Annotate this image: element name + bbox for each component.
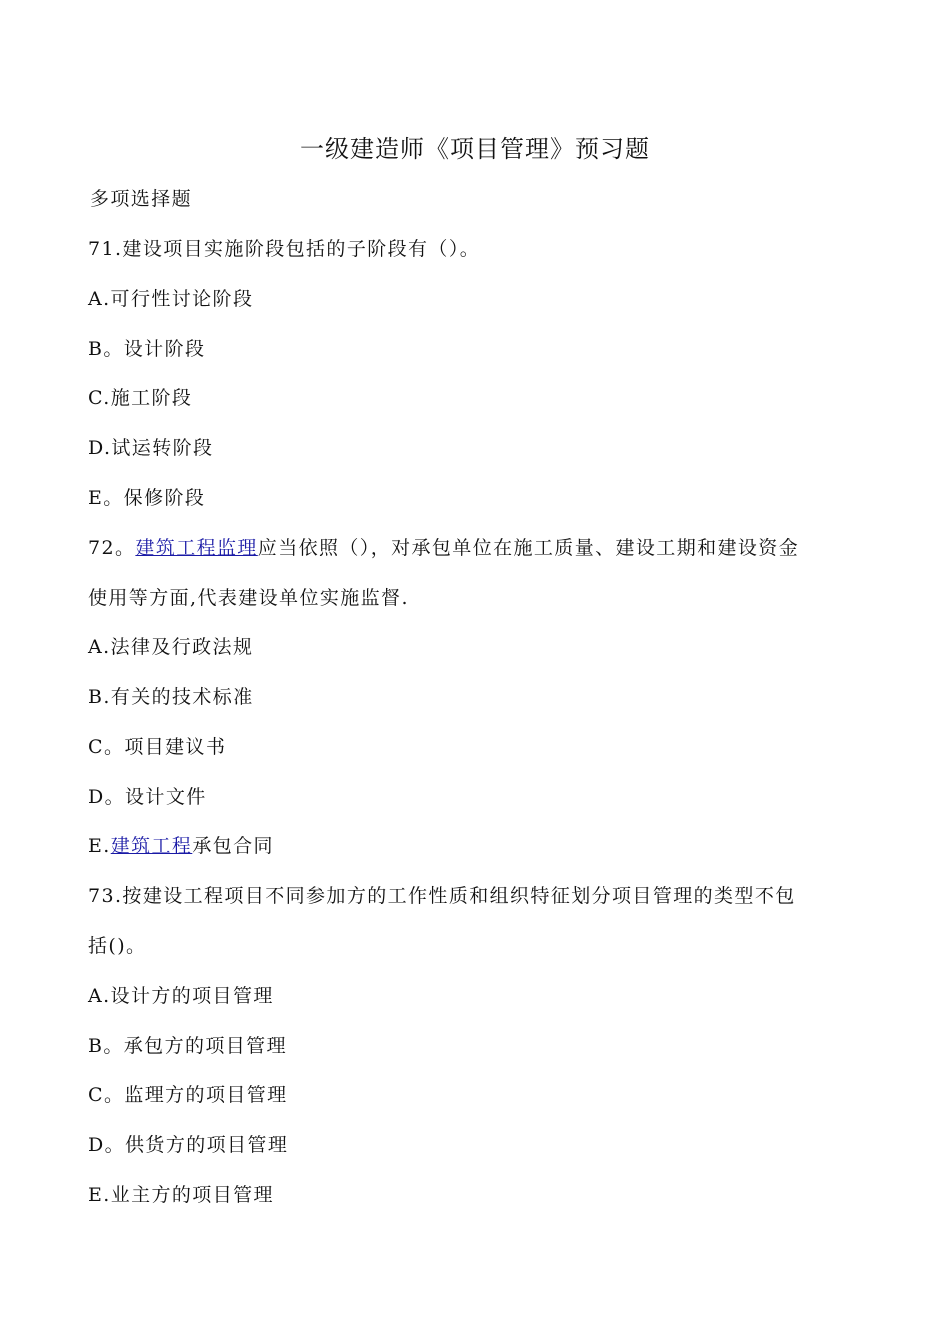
question-73-option-a: A.设计方的项目管理 [88, 985, 274, 1007]
question-72-number: 72。 [88, 537, 136, 559]
question-73-option-e: E.业主方的项目管理 [88, 1184, 274, 1206]
question-71-option-d: D.试运转阶段 [88, 437, 214, 459]
question-72-option-c: C。项目建议书 [88, 736, 227, 758]
question-72-stem-rest: 应当依照（），对承包单位在施工质量、建设工期和建设资金 [257, 537, 800, 559]
question-73-option-b: B。承包方的项目管理 [88, 1035, 287, 1057]
question-72-stem-line-2: 使用等方面,代表建设单位实施监督. [88, 587, 409, 609]
question-72-option-a: A.法律及行政法规 [88, 636, 254, 658]
question-71-option-a: A.可行性讨论阶段 [88, 288, 254, 310]
question-71-option-e: E。保修阶段 [88, 487, 206, 509]
question-73-option-d: D。供货方的项目管理 [88, 1134, 289, 1156]
construction-supervision-link[interactable]: 建筑工程监理 [135, 537, 258, 559]
question-71-stem: 71.建设项目实施阶段包括的子阶段有（）。 [88, 238, 481, 260]
question-73-stem-line-1: 73.按建设工程项目不同参加方的工作性质和组织特征划分项目管理的类型不包 [88, 885, 796, 907]
question-73-stem-line-2: 括()。 [88, 935, 147, 957]
option-e-prefix: E. [88, 835, 111, 857]
question-71-option-c: C.施工阶段 [88, 387, 193, 409]
question-72-option-b: B.有关的技术标准 [88, 686, 254, 708]
section-heading: 多项选择题 [90, 188, 193, 210]
page-title: 一级建造师《项目管理》预习题 [300, 135, 650, 163]
question-71-option-b: B。设计阶段 [88, 338, 206, 360]
question-72-option-e [88, 831, 866, 861]
construction-engineering-link[interactable]: 建筑工程 [110, 835, 193, 857]
question-72-stem-line-1 [88, 533, 866, 563]
question-73-option-c: C。监理方的项目管理 [88, 1084, 288, 1106]
question-72-option-d: D。设计文件 [88, 786, 207, 808]
option-e-rest: 承包合同 [192, 835, 274, 857]
